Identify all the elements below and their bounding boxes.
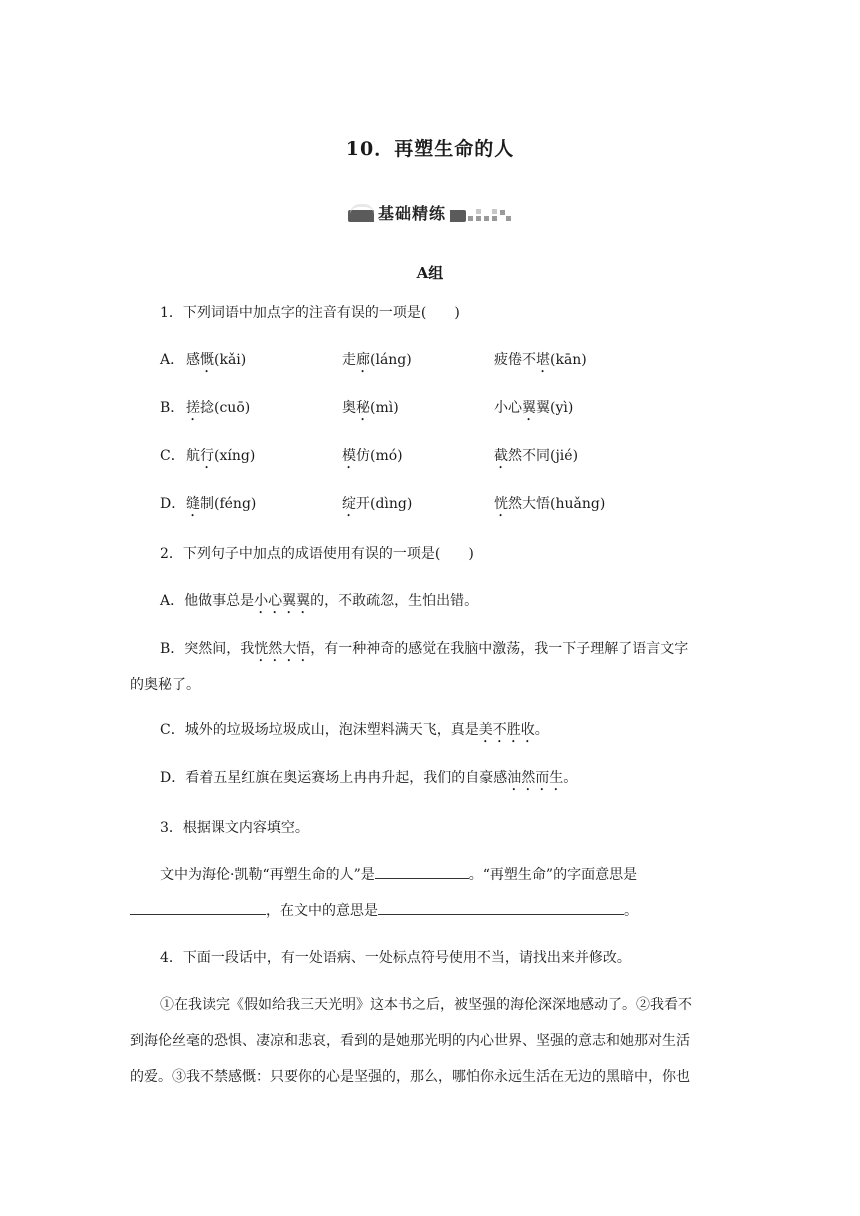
word-text: (mì) [370, 400, 399, 416]
word-text: (láng) [370, 352, 412, 368]
option-word [186, 493, 256, 520]
word-text: 走 [342, 352, 356, 368]
option-text: 。 [534, 722, 549, 738]
dotted-char: 绽 [342, 496, 356, 512]
dotted-idiom: 油然而生 [507, 770, 564, 786]
dotted-idiom: 恍然大悟 [254, 641, 311, 657]
question-2-option-b [160, 638, 688, 665]
word-text: 翼(yì) [536, 400, 574, 416]
word-text: 然不同(jié) [508, 448, 579, 464]
option-word [186, 397, 250, 424]
dotted-char: 堪 [536, 352, 550, 368]
option-text: D．看着五星红旗在奥运赛场上冉冉升起，我们的自豪感 [160, 770, 508, 786]
question-2-stem: 2．下列句子中加点的成语使用有误的一项是( ) [160, 546, 474, 562]
answer-blank[interactable] [378, 900, 624, 915]
word-text: 仿(mó) [356, 448, 403, 464]
word-text: (kǎi) [214, 352, 247, 368]
page-title: 10．再塑生命的人 [345, 138, 515, 160]
option-word [494, 349, 587, 376]
dotted-char: 慨 [200, 352, 214, 368]
option-word [186, 445, 255, 472]
option-text: C．城外的垃圾场垃圾成山，泡沫塑料满天飞，真是 [160, 722, 479, 738]
question-1-stem: 1．下列词语中加点字的注音有误的一项是( ) [160, 305, 460, 321]
option-label: C． [160, 448, 185, 464]
option-label: A． [160, 352, 185, 368]
option-text: 的，不敢疏忽，生怕出错。 [310, 593, 479, 609]
question-3-line-2 [130, 900, 638, 920]
banner-label: 基础精练 [374, 201, 450, 224]
question-2-option-a [160, 590, 478, 617]
option-label: D． [160, 496, 186, 512]
dotted-char: 缝 [186, 496, 200, 512]
question-3-line-1 [160, 864, 637, 884]
group-heading: A组 [416, 264, 444, 282]
option-text: B．突然间，我 [160, 641, 255, 657]
word-text: 感 [186, 352, 200, 368]
dotted-idiom: 美不胜收 [478, 722, 535, 738]
word-text: (xíng) [214, 448, 256, 464]
word-text: 疲倦不 [494, 352, 536, 368]
word-text: 然大悟(huǎng) [508, 496, 606, 512]
word-text: 开(dìng) [356, 496, 413, 512]
question-3-stem: 3．根据课文内容填空。 [160, 820, 309, 836]
option-text: 。 [563, 770, 578, 786]
dotted-char: 廊 [356, 352, 370, 368]
word-text: 制(féng) [200, 496, 257, 512]
fill-text: 。“再塑生命”的字面意思是 [468, 867, 638, 883]
word-text: 奥 [342, 400, 356, 416]
word-text: (kān) [550, 352, 587, 368]
option-word [342, 397, 399, 424]
question-2-option-d [160, 767, 577, 794]
question-2-option-b-continued: 的奥秘了。 [130, 677, 200, 693]
dotted-char: 行 [200, 448, 214, 464]
question-4-stem: 4．下面一段话中，有一处语病、一处标点符号使用不当，请找出来并修改。 [160, 950, 631, 966]
option-word [186, 349, 246, 376]
fill-text: 。 [624, 903, 638, 919]
option-word [342, 349, 412, 376]
banner-dots-decoration [468, 206, 512, 224]
dotted-char: 秘 [356, 400, 370, 416]
option-word [342, 493, 412, 520]
dotted-idiom: 小心翼翼 [254, 593, 311, 609]
dotted-char: 恍 [494, 496, 508, 512]
word-text: 航 [186, 448, 200, 464]
option-text: A．他做事总是 [160, 593, 255, 609]
question-4-passage-line: 到海伦丝毫的恐惧、凄凉和悲哀，看到的是她那光明的内心世界、坚强的意志和她那对生活 [130, 1033, 690, 1049]
option-text: ，有一种神奇的感觉在我脑中激荡，我一下子理解了语言文字 [310, 641, 689, 657]
section-banner [348, 200, 512, 226]
option-word [494, 397, 573, 424]
word-text: 捻(cuō) [200, 400, 251, 416]
question-4-passage-line: ①在我读完《假如给我三天光明》这本书之后，被坚强的海伦深深地感动了。②我看不 [160, 997, 692, 1013]
question-4-passage-line: 的爱。③我不禁感慨：只要你的心是坚强的，那么，哪怕你永远生活在无边的黑暗中，你也 [130, 1069, 690, 1085]
arrow-icon [350, 204, 374, 217]
dotted-char: 截 [494, 448, 508, 464]
question-2-option-c [160, 719, 549, 746]
word-text: 小心 [494, 400, 522, 416]
option-word [494, 493, 605, 520]
dotted-char: 翼 [522, 400, 536, 416]
answer-blank[interactable] [130, 900, 266, 915]
option-word [494, 445, 578, 472]
option-label: B． [160, 400, 185, 416]
dotted-char: 模 [342, 448, 356, 464]
fill-text: 文中为海伦·凯勒“再塑生命的人”是 [160, 867, 375, 883]
fill-text: ，在文中的意思是 [266, 903, 378, 919]
dotted-char: 搓 [186, 400, 200, 416]
option-word [342, 445, 403, 472]
answer-blank[interactable] [375, 864, 469, 879]
